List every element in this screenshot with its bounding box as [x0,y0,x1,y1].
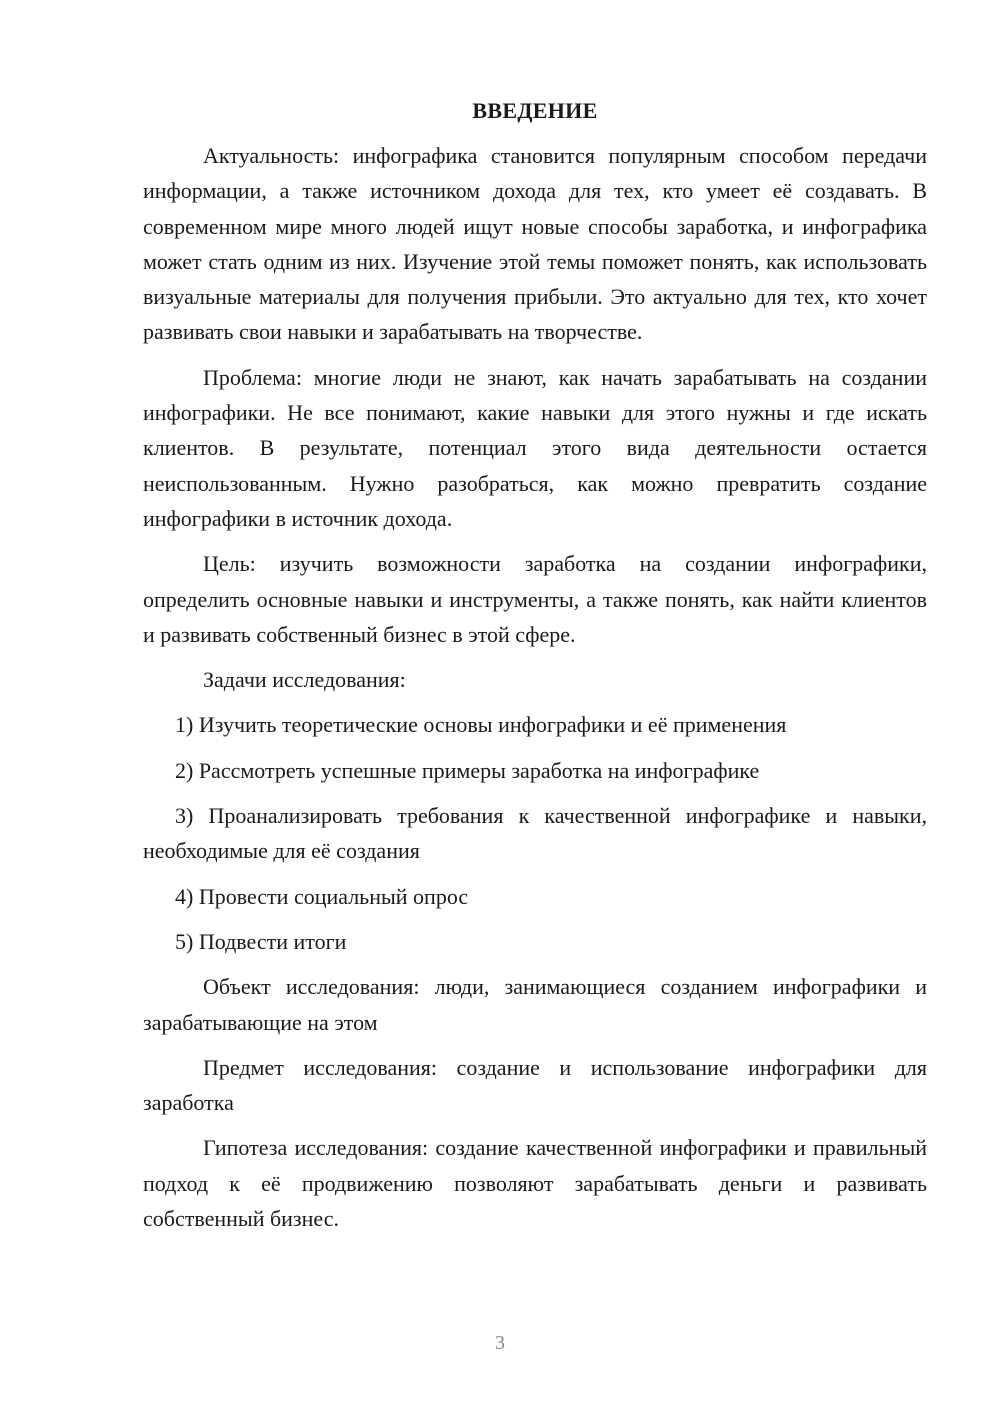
relevance-paragraph: Актуальность: инфографика становится популярным способом передачи информации, а также источником дохода для тех, кто умеет её создавать. В современном мире много людей ищут новые способы заработка, и инфографика может стать одним из них. Изучение этой темы поможет понять, как использовать визуальные материалы для получения прибыли. Это актуально для тех, кто хочет развивать свои навыки и зарабатывать на творчестве. [143,143,927,345]
list-item: 3) Проанализировать требования к качественной инфографике и навыки, необходимые для её создания [143,803,927,864]
tasks-title: Задачи исследования: [203,667,406,693]
list-item: 5) Подвести итоги [175,928,347,954]
page-title: ВВЕДЕНИЕ [472,98,598,123]
list-item: 2) Рассмотреть успешные примеры заработка на инфографике [175,757,760,783]
hypothesis-paragraph: Гипотеза исследования: создание качественной инфографики и правильный подход к её продвижению позволяют зарабатывать деньги и развивать собственный бизнес. [143,1135,927,1232]
goal-paragraph: Цель: изучить возможности заработка на создании инфографики, определить основные навыки и инструменты, а также понять, как найти клиентов и развивать собственный бизнес в этой сфере. [143,551,927,647]
page-number: 3 [495,1332,505,1354]
problem-paragraph: Проблема: многие люди не знают, как начать зарабатывать на создании инфографики. Не все понимают, какие навыки для этого нужны и где искать клиентов. В результате, потенциал этого вида деятельности остается неиспользованным. Нужно разобраться, как можно превратить создание инфографики в источник дохода. [143,364,927,531]
list-item: 4) Провести социальный опрос [175,883,469,909]
document-page [143,96,927,1246]
list-item: 1) Изучить теоретические основы инфографики и её применения [175,712,787,738]
object-paragraph: Объект исследования: люди, занимающиеся созданием инфографики и зарабатывающие на этом [143,974,927,1035]
subject-paragraph: Предмет исследования: создание и использование инфографики для заработка [143,1054,927,1116]
tasks-list [143,707,927,959]
